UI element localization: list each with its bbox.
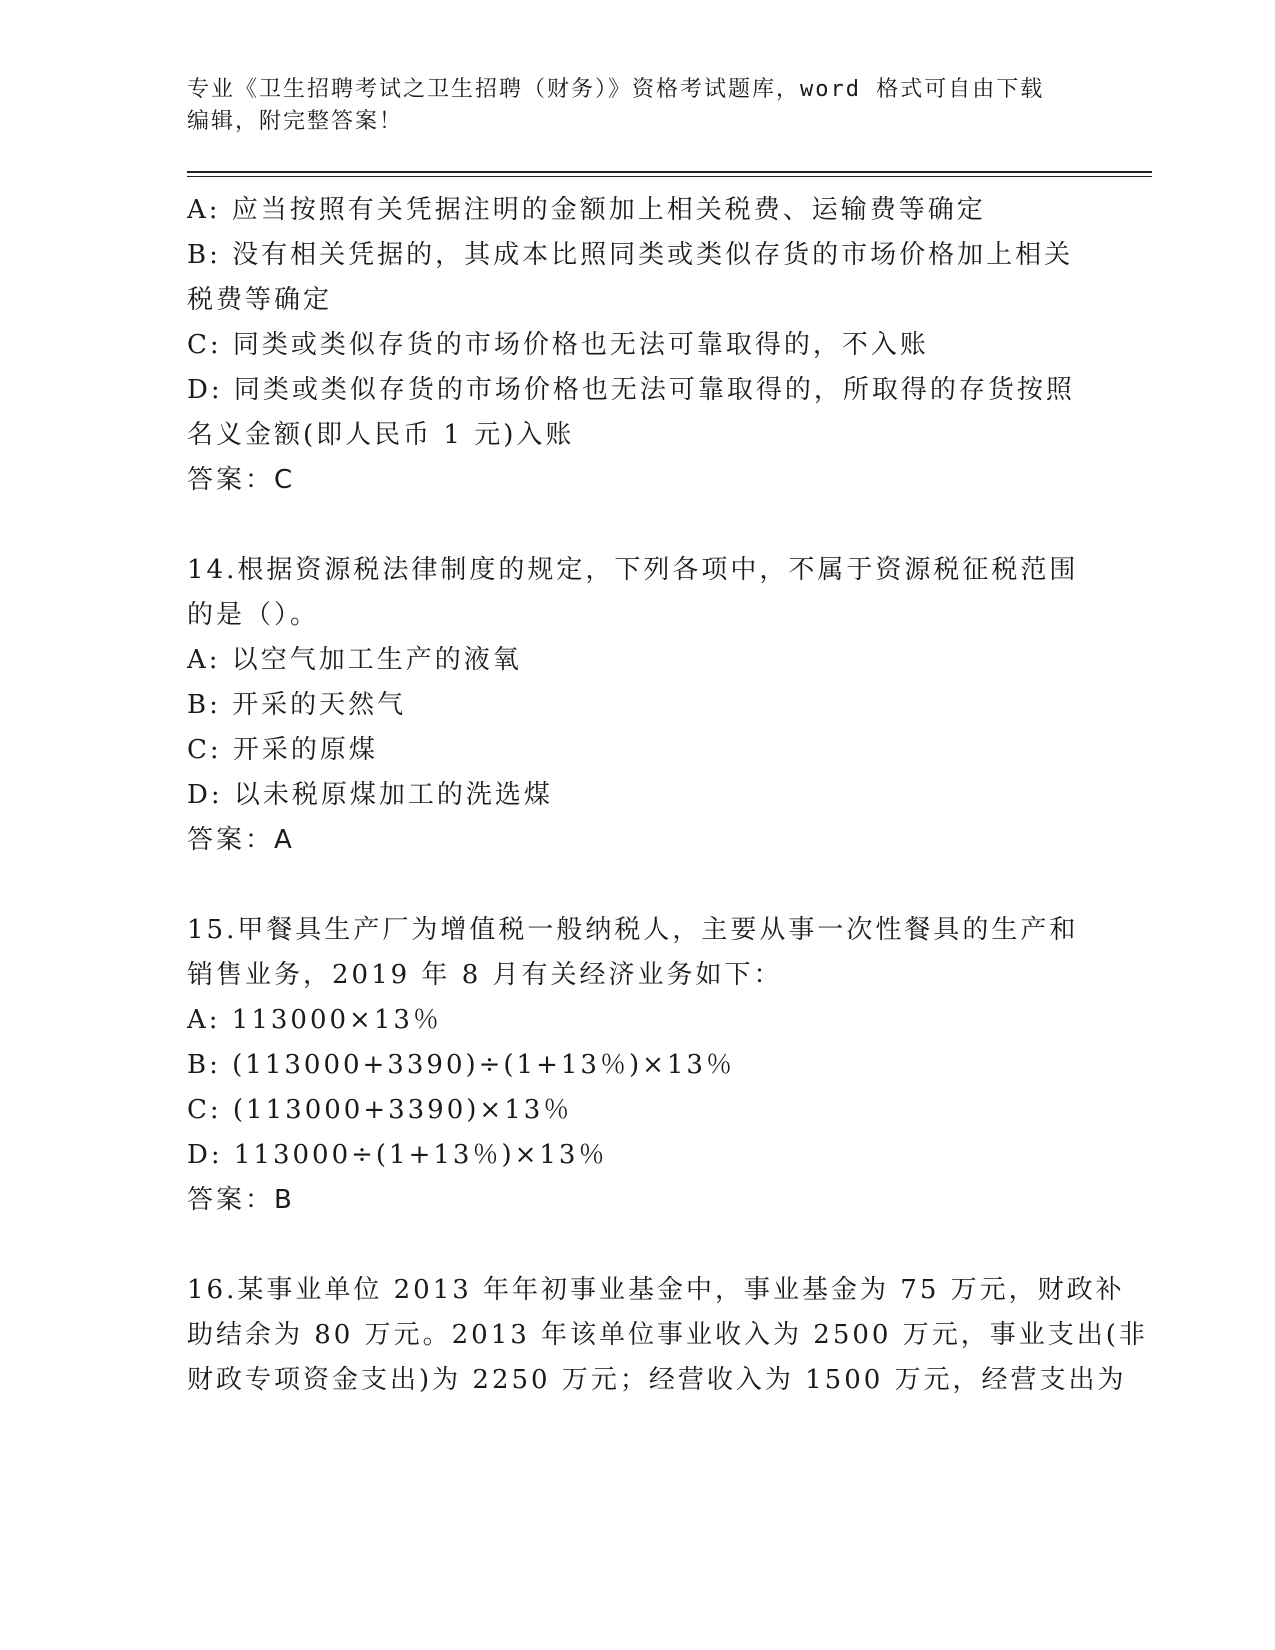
spacer xyxy=(187,503,1087,548)
option-d: D: 113000÷(1+13％)×13％ xyxy=(187,1140,608,1170)
option-b: B: 开采的天然气 xyxy=(187,690,407,720)
question-stem: 14.根据资源税法律制度的规定，下列各项中，不属于资源税征税范围 xyxy=(187,555,1079,585)
question-stem-continued: 销售业务，2019 年 8 月有关经济业务如下： xyxy=(187,960,783,990)
option-b: B: 没有相关凭据的，其成本比照同类或类似存货的市场价格加上相关 xyxy=(187,240,1074,270)
spacer xyxy=(187,1223,1087,1268)
option-c: C: 开采的原煤 xyxy=(187,735,378,765)
question-stem-continued: 助结余为 80 万元。2013 年该单位事业收入为 2500 万元，事业支出(非 xyxy=(187,1320,1148,1350)
option-a: A: 以空气加工生产的液氧 xyxy=(187,645,522,675)
option-b-continued: 税费等确定 xyxy=(187,285,333,315)
option-c: C: (113000+3390)×13％ xyxy=(187,1095,573,1125)
option-a: A: 113000×13％ xyxy=(187,1005,442,1035)
answer: 答案：C xyxy=(187,465,296,495)
option-d-continued: 名义金额(即人民币 1 元)入账 xyxy=(187,420,575,450)
question-stem-continued: 的是（）。 xyxy=(187,600,320,630)
spacer xyxy=(187,863,1087,908)
header-line-2: 编辑，附完整答案！ xyxy=(187,109,404,134)
option-c: C: 同类或类似存货的市场价格也无法可靠取得的，不入账 xyxy=(187,330,929,360)
header-rule-top xyxy=(187,171,1152,173)
document-header xyxy=(187,74,1087,138)
question-13 xyxy=(187,188,1087,503)
question-16 xyxy=(187,1268,1148,1403)
option-d: D: 以未税原煤加工的洗选煤 xyxy=(187,780,553,810)
question-14 xyxy=(187,548,1087,863)
question-15 xyxy=(187,908,1087,1223)
question-stem-continued: 财政专项资金支出)为 2250 万元；经营收入为 1500 万元，经营支出为 xyxy=(187,1365,1127,1395)
header-rule-bottom xyxy=(187,176,1152,177)
question-list xyxy=(187,188,1148,1403)
answer: 答案：A xyxy=(187,825,295,855)
question-stem: 16.某事业单位 2013 年年初事业基金中，事业基金为 75 万元，财政补 xyxy=(187,1275,1125,1305)
option-a: A: 应当按照有关凭据注明的金额加上相关税费、运输费等确定 xyxy=(187,195,986,225)
option-b: B: (113000+3390)÷(1+13％)×13％ xyxy=(187,1050,735,1080)
answer: 答案：B xyxy=(187,1185,295,1215)
option-d: D: 同类或类似存货的市场价格也无法可靠取得的，所取得的存货按照 xyxy=(187,375,1075,405)
header-line-1: 专业《卫生招聘考试之卫生招聘（财务）》资格考试题库，word 格式可自由下载 xyxy=(187,77,1045,102)
question-stem: 15.甲餐具生产厂为增值税一般纳税人，主要从事一次性餐具的生产和 xyxy=(187,915,1079,945)
